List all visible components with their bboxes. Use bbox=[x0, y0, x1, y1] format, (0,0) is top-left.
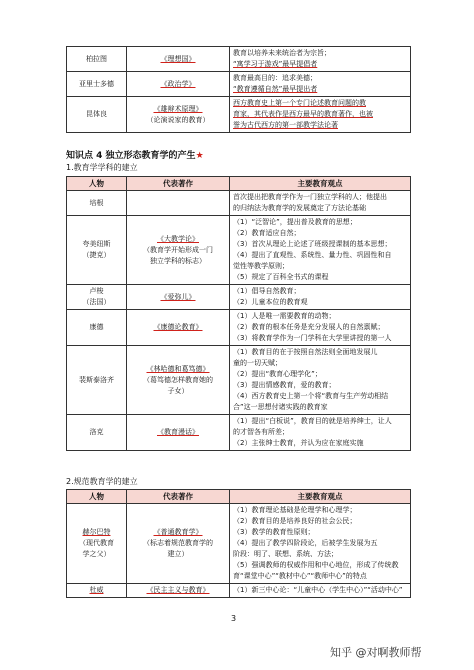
work-cell bbox=[127, 216, 230, 285]
text-line: “教育遵循自然”最早提出者 bbox=[233, 85, 318, 93]
table-row bbox=[67, 415, 411, 451]
text-line: （法国） bbox=[82, 298, 111, 306]
table-header-row bbox=[67, 177, 411, 191]
text-line: 培根 bbox=[89, 198, 104, 207]
text-line: （1）教育目的在于按照自然法则全面地发展儿 bbox=[233, 348, 378, 356]
work-cell bbox=[127, 504, 230, 584]
header-person: 人物 bbox=[67, 490, 127, 504]
table-header-row bbox=[67, 490, 411, 504]
text-line: 学之父） bbox=[82, 550, 111, 558]
table-row bbox=[67, 346, 411, 415]
views-cell bbox=[230, 504, 411, 584]
text-line: 教育以培养未来统治者为宗旨； bbox=[233, 49, 331, 57]
text-line: 《普通教育学》 bbox=[153, 528, 203, 536]
header-views: 主要教育观点 bbox=[230, 490, 411, 504]
work-cell bbox=[127, 47, 230, 72]
table-row bbox=[67, 47, 411, 72]
text-line: （4）西方教育史上第一个将“教育与生产劳动相结 bbox=[233, 392, 389, 400]
text-line: “寓学习于游戏”最早提倡者 bbox=[233, 60, 318, 68]
text-line: （1）倡导自然教育； bbox=[233, 287, 301, 295]
person-cell bbox=[67, 346, 127, 415]
text-line: （1）教育理论基础是伦理学和心理学； bbox=[233, 506, 357, 514]
header-person: 人物 bbox=[67, 177, 127, 191]
text-line: 育“课堂中心”“教材中心”“教师中心”的特点 bbox=[233, 572, 367, 580]
text-line: 《民主主义与教育》 bbox=[146, 586, 210, 594]
knowledge-point-label: 知识点 4 bbox=[66, 151, 103, 161]
work-cell bbox=[127, 310, 230, 346]
table-row bbox=[67, 216, 411, 285]
header-work: 代表著作 bbox=[127, 490, 230, 504]
header-work: 代表著作 bbox=[127, 177, 230, 191]
knowledge-point-title: 独立形态教育学的产生 bbox=[105, 151, 196, 161]
text-line: 独立学科的标志） bbox=[150, 256, 206, 265]
text-line: （3）首次从理论上论述了班级授课制的基本思想； bbox=[233, 240, 392, 248]
text-line: （1）人是唯一需要教育的动物； bbox=[233, 312, 336, 320]
work-cell bbox=[127, 285, 230, 310]
star-icon: ★ bbox=[195, 151, 204, 161]
views-cell bbox=[230, 415, 411, 451]
text-line: 子女） bbox=[167, 386, 189, 395]
text-line: 的归纳法为教育学的发展奠定了方法论基础 bbox=[233, 204, 366, 212]
person-cell bbox=[67, 504, 127, 584]
person-cell bbox=[67, 216, 127, 285]
text-line: 觉性等教学原则； bbox=[233, 262, 289, 270]
person-cell: 柏拉图 bbox=[67, 47, 127, 72]
text-line: （现代教育 bbox=[79, 539, 114, 547]
discipline-founding-table bbox=[66, 176, 411, 451]
text-line: （4）提出了直观性、系统性、量力性、巩固性和自 bbox=[233, 251, 392, 259]
views-cell bbox=[230, 191, 411, 216]
text-line: 杜威 bbox=[89, 586, 104, 594]
text-line: 的才智各有所差； bbox=[233, 428, 289, 436]
text-line: 裴斯泰洛齐 bbox=[79, 375, 114, 384]
text-line: 《大教学论》 bbox=[157, 234, 199, 243]
views-cell bbox=[230, 216, 411, 285]
work-cell bbox=[127, 72, 230, 97]
table-row bbox=[67, 72, 411, 97]
text-line: 合”这一思想付诸实践的教育家 bbox=[233, 403, 328, 411]
table-row bbox=[67, 97, 411, 133]
views-cell bbox=[230, 584, 411, 598]
views-cell bbox=[230, 285, 411, 310]
header-views: 主要教育观点 bbox=[230, 177, 411, 191]
section-title-2: 2.规范教育学的建立 bbox=[66, 477, 138, 486]
text-line: （标志着规范教育学的 bbox=[143, 539, 213, 547]
page-number: 3 bbox=[231, 614, 237, 623]
text-line: （捷克） bbox=[82, 251, 111, 259]
section-title-1: 1.教育学学科的建立 bbox=[66, 163, 138, 172]
views-cell bbox=[230, 97, 411, 133]
views-cell bbox=[230, 310, 411, 346]
work-cell bbox=[127, 584, 230, 598]
table-row bbox=[67, 310, 411, 346]
person-cell bbox=[67, 285, 127, 310]
work-cell bbox=[127, 97, 230, 133]
text-line: （3）提出情感教育，爱的教育； bbox=[233, 381, 336, 389]
person-cell bbox=[67, 310, 127, 346]
text-line: （2）提出“教育心理学化”； bbox=[233, 370, 322, 378]
text-line: 童的一切天赋； bbox=[233, 359, 282, 367]
text-line: （2）主张绅士教育，并认为应在家庭实施 bbox=[233, 439, 364, 447]
person-cell: 昆体良 bbox=[67, 97, 127, 133]
text-line: 《教育漫话》 bbox=[157, 428, 199, 436]
person-cell bbox=[67, 415, 127, 451]
text-line: 康德 bbox=[89, 323, 104, 331]
text-line: （2）教育适应自然； bbox=[233, 229, 301, 237]
text-line: （1）新三中心论：“儿童中心（学生中心）”“活动中心” bbox=[233, 586, 403, 594]
views-cell bbox=[230, 346, 411, 415]
text-line: 建立） bbox=[167, 550, 189, 558]
text-line: 《林哈德和葛笃德》 bbox=[146, 364, 210, 373]
text-line: 《爱弥儿》 bbox=[160, 292, 196, 301]
text-line: （1）“泛智论”，提出普及教育的思想； bbox=[233, 218, 357, 226]
text-line: （教育学开始形成一门 bbox=[143, 245, 213, 254]
text-line: （1）提出“白板说”，教育目的就是培养绅士，让人 bbox=[233, 417, 392, 425]
table-row bbox=[67, 191, 411, 216]
knowledge-point-heading bbox=[66, 148, 204, 161]
person-cell bbox=[67, 584, 127, 598]
person-cell bbox=[67, 191, 127, 216]
work-cell bbox=[127, 415, 230, 451]
text-line: 《理想国》 bbox=[160, 54, 196, 63]
text-line: 《政治学》 bbox=[160, 79, 196, 88]
text-line: 夸美纽斯 bbox=[82, 240, 111, 248]
work-cell bbox=[127, 191, 230, 216]
text-line: （2）教育的根本任务是充分发展人的自然禀赋； bbox=[233, 323, 385, 331]
table-row bbox=[67, 285, 411, 310]
normative-pedagogy-table bbox=[66, 489, 411, 598]
table-row bbox=[67, 504, 411, 584]
text-line: 育家，其代表作是西方最早的教育著作，也被 bbox=[233, 110, 373, 118]
text-line: （2）教育目的是培养良好的社会公民； bbox=[233, 517, 357, 525]
text-line: （5）规定了百科全书式的课程 bbox=[233, 273, 329, 281]
views-cell bbox=[230, 47, 411, 72]
views-cell bbox=[230, 72, 411, 97]
text-line: 赫尔巴特 bbox=[82, 528, 111, 536]
text-line: 《雄辩术原理》 bbox=[153, 104, 203, 113]
text-line: （葛笃德怎样教育她的 bbox=[143, 375, 213, 384]
text-line: 洛克 bbox=[89, 428, 104, 436]
text-line: 《康德论教育》 bbox=[153, 323, 203, 331]
table-row bbox=[67, 584, 411, 598]
text-line: 誉为古代西方的第一部教学法论著 bbox=[233, 121, 338, 129]
text-line: （3）将教育学作为一门学科在大学里讲授的第一人 bbox=[233, 334, 392, 342]
text-line: （5）强调教师的权威作用和中心地位，形成了传统教 bbox=[233, 561, 399, 569]
text-line: （2）儿童本位的教育观 bbox=[233, 298, 308, 306]
text-line: 教育最高目的：追求美德； bbox=[233, 74, 317, 82]
person-cell: 亚里士多德 bbox=[67, 72, 127, 97]
text-line: （3）教学的教育性原则； bbox=[233, 528, 315, 536]
text-line: （4）提出了教学四阶段论，后被学生发展为五 bbox=[233, 539, 378, 547]
text-line: （论演说家的教育） bbox=[146, 115, 210, 124]
text-line: 首次提出把教育学作为一门独立学科的人；他提出 bbox=[233, 193, 387, 201]
text-line: 卢梭 bbox=[89, 287, 104, 295]
footer-watermark: 知乎 @对啊教师帮 bbox=[330, 646, 422, 659]
text-line: 西方教育史上第一个专门论述教育问题的教 bbox=[233, 99, 366, 107]
text-line: 阶段：明了、联想、系统、方法； bbox=[233, 550, 338, 558]
philosophers-table bbox=[66, 46, 411, 133]
work-cell bbox=[127, 346, 230, 415]
